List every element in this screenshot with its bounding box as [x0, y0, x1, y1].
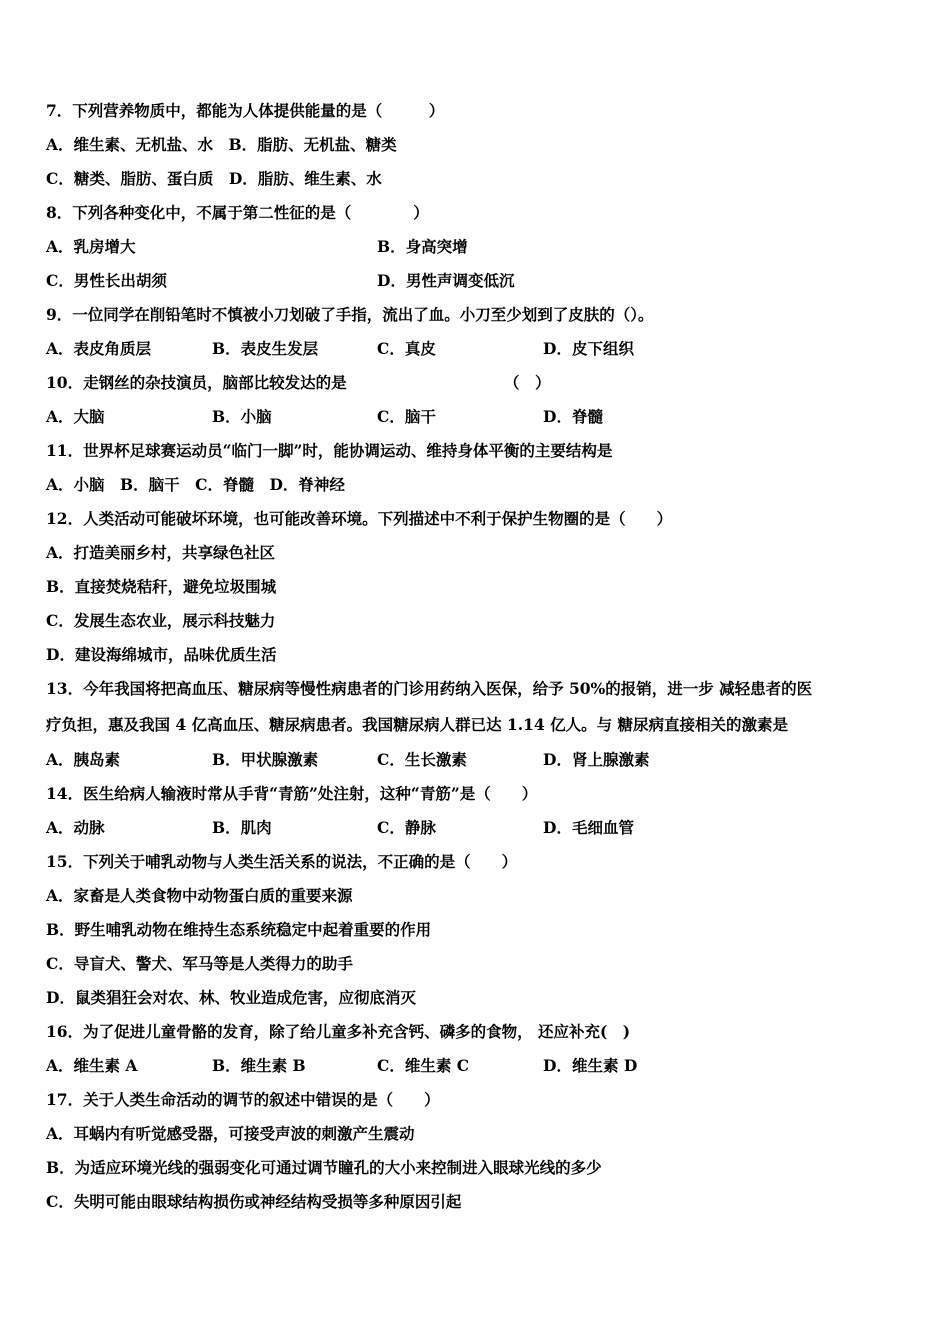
- question-14-option-d: D．毛细血管: [543, 818, 634, 837]
- question-7-options-line-1: A．维生素、无机盐、水 B．脂肪、无机盐、糖类: [46, 135, 397, 154]
- question-15-stem: 15．下列关于哺乳动物与人类生活关系的说法，不正确的是（ ）: [46, 852, 518, 871]
- question-8-option-a: A．乳房增大: [46, 237, 136, 256]
- question-13-option-a: A．胰岛素: [46, 750, 121, 769]
- question-14-option-b: B．肌肉: [212, 818, 272, 837]
- question-17-option-b: B．为适应环境光线的强弱变化可通过调节瞳孔的大小来控制进入眼球光线的多少: [46, 1158, 602, 1177]
- question-15-option-b: B．野生哺乳动物在维持生态系统稳定中起着重要的作用: [46, 920, 432, 939]
- question-14-option-c: C．静脉: [377, 818, 436, 837]
- question-10-option-d: D．脊髓: [543, 407, 603, 426]
- question-17-option-c: C．失明可能由眼球结构损伤或神经结构受损等多种原因引起: [46, 1192, 462, 1211]
- question-10-option-b: B．小脑: [212, 407, 272, 426]
- question-9-stem: 9．一位同学在削铅笔时不慎被小刀划破了手指，流出了血。小刀至少划到了皮肤的（）。: [46, 305, 654, 324]
- question-8-stem: 8．下列各种变化中，不属于第二性征的是（ ）: [46, 203, 429, 222]
- question-14-options: [46, 816, 906, 840]
- question-8-option-c: C．男性长出胡须: [46, 271, 167, 290]
- question-7-options-line-2: C．糖类、脂肪、蛋白质 D．脂肪、维生素、水: [46, 169, 382, 188]
- question-13-option-d: D．肾上腺激素: [543, 750, 650, 769]
- question-10-stem-row: [46, 371, 906, 395]
- question-17-option-a: A．耳蜗内有听觉感受器，可接受声波的刺激产生震动: [46, 1124, 415, 1143]
- question-11-stem: 11．世界杯足球赛运动员“临门一脚”时，能协调运动、维持身体平衡的主要结构是: [46, 441, 613, 460]
- question-13-option-b: B．甲状腺激素: [212, 750, 319, 769]
- question-10-options: [46, 405, 906, 429]
- question-15-option-c: C．导盲犬、警犬、军马等是人类得力的助手: [46, 954, 353, 973]
- question-14-stem: 14．医生给病人输液时常从手背“青筋”处注射，这种“青筋”是（ ）: [46, 784, 538, 803]
- question-8-option-b: B．身高突增: [377, 237, 468, 256]
- question-14-option-a: A．动脉: [46, 818, 105, 837]
- question-13-option-c: C．生长激素: [377, 750, 467, 769]
- question-10-option-a: A．大脑: [46, 407, 105, 426]
- question-16-option-c: C．维生素 C: [377, 1056, 470, 1075]
- question-15-option-a: A．家畜是人类食物中动物蛋白质的重要来源: [46, 886, 353, 905]
- question-9-options: [46, 337, 906, 361]
- question-13-stem-line-2: 疗负担，惠及我国 4 亿高血压、糖尿病患者。我国糖尿病人群已达 1.14 亿人。与 糖尿病直接相关的激素是: [46, 715, 789, 734]
- question-17-stem: 17．关于人类生命活动的调节的叙述中错误的是（ ）: [46, 1090, 440, 1109]
- question-9-option-b: B．表皮生发层: [212, 339, 319, 358]
- question-10-stem: 10．走钢丝的杂技演员，脑部比较发达的是: [46, 373, 347, 392]
- question-16-option-d: D．维生素 D: [543, 1056, 638, 1075]
- question-12-stem: 12．人类活动可能破坏环境，也可能改善环境。下列描述中不利于保护生物圈的是（ ）: [46, 509, 673, 528]
- question-9-option-d: D．皮下组织: [543, 339, 634, 358]
- question-10-answer-bracket: （ ）: [504, 373, 551, 392]
- question-9-option-c: C．真皮: [377, 339, 436, 358]
- question-12-option-c: C．发展生态农业，展示科技魅力: [46, 611, 276, 630]
- question-12-option-d: D．建设海绵城市，品味优质生活: [46, 645, 277, 664]
- question-16-option-b: B．维生素 B: [212, 1056, 306, 1075]
- question-8-options-row-2: [46, 269, 906, 293]
- question-16-stem: 16．为了促进儿童骨骼的发育，除了给儿童多补充含钙、磷多的食物， 还应补充( ): [46, 1022, 631, 1041]
- question-7-stem: 7．下列营养物质中，都能为人体提供能量的是（ ）: [46, 101, 445, 120]
- question-16-option-a: A．维生素 A: [46, 1056, 138, 1075]
- question-15-option-d: D．鼠类猖狂会对农、林、牧业造成危害，应彻底消灭: [46, 988, 416, 1007]
- question-12-option-b: B．直接焚烧秸秆，避免垃圾围城: [46, 577, 277, 596]
- question-10-option-c: C．脑干: [377, 407, 436, 426]
- question-16-options: [46, 1054, 906, 1078]
- question-8-options-row-1: [46, 235, 906, 259]
- question-9-option-a: A．表皮角质层: [46, 339, 152, 358]
- question-8-option-d: D．男性声调变低沉: [377, 271, 515, 290]
- question-12-option-a: A．打造美丽乡村，共享绿色社区: [46, 543, 276, 562]
- question-13-options: [46, 748, 906, 772]
- question-13-stem-line-1: 13．今年我国将把高血压、糖尿病等慢性病患者的门诊用药纳入医保，给予 50%的报销，进一步 减轻患者的医: [46, 679, 813, 698]
- question-11-options: A．小脑 B．脑干 C．脊髓 D．脊神经: [46, 475, 345, 494]
